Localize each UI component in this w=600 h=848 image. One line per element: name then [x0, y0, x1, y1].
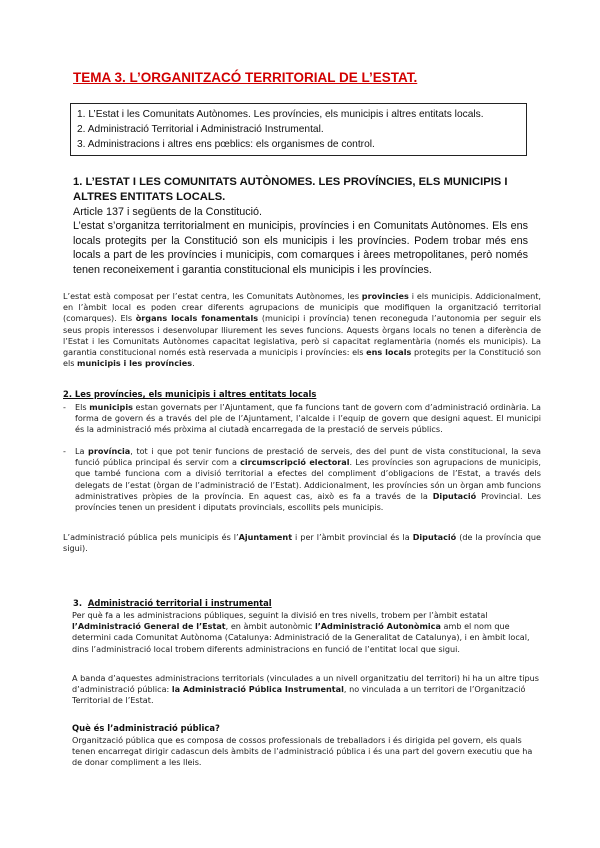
paragraph-administracio	[63, 532, 541, 554]
toc-item: 2. Administració Territorial i Administració Instrumental.	[77, 124, 324, 135]
bullet-text	[75, 446, 541, 513]
paragraph-definition: Organització pública que es composa de cossos professionals de treballadors i és dirigida pel govern, els quals tenen encarregat dirigir cadascun dels àmbits de l’administració pública i és una part del govern executiu que ha de donar compliment a les lleis.	[72, 735, 533, 768]
section-1-heading	[73, 175, 523, 205]
text-run: estan governats per l’Ajuntament, que fa funcions tant de govern com d’administració ordinària. La forma de govern és a través del ple de l’Ajuntament, l’alcalde i l’equip de govern que designi aquest. El municipi és la administració més pròxima al ciutadà encarregada de la prestació de serveis públics.	[75, 402, 541, 435]
bold-term: municipis	[89, 402, 133, 412]
bold-term: província	[88, 446, 131, 456]
paragraph-instrumental	[72, 673, 542, 707]
text-run: , en àmbit autonòmic	[225, 621, 315, 632]
table-of-contents	[70, 103, 527, 156]
section-number: 3.	[73, 598, 88, 608]
text-run: protegits per la Constitució son els	[63, 347, 541, 369]
bold-term: municipis i les províncies	[77, 358, 193, 369]
bullet-text	[75, 402, 541, 436]
bold-term: l’Administració General de l’Estat	[72, 621, 226, 632]
text-run: Per què fa a les administracions públiques, seguint la divisió en tres nivells, trobem per l’àmbit estatal	[72, 610, 488, 620]
text-run: A banda d’aquestes administracions territorials (vinculades a un nivell organitzatiu del territori) hi ha un altre tipus d’administració pública:	[72, 673, 539, 695]
text-run: amb el nom que determini cada Comunitat Autònoma (Catalunya: Administració de la Generalitat de Catalunya), i en àmbit local, dins l’administració local trobem diferents administracions en funció de l’entitat local que sigui.	[72, 621, 530, 654]
text-run: L’estat està composat per l’estat centra, les Comunitats Autònomes, les	[63, 291, 362, 301]
question-heading: Què és l’administració pública?	[72, 723, 220, 733]
section-2-heading: 2. Les províncies, els municipis i altres entitats locals	[63, 389, 317, 399]
section-3-title: Administració territorial i instrumental	[87, 598, 272, 608]
paragraph-section-3	[72, 610, 542, 655]
document-title: TEMA 3. L’ORGANITZACÓ TERRITORIAL DE L’ESTAT.	[73, 70, 418, 85]
bold-term: la Administració Pública Instrumental	[171, 684, 344, 695]
text-run: L’administració pública pels municipis és l’	[63, 532, 239, 542]
text-run: (municipi i província) tenen reconeguda l’autonomia per seguir els seus propis interessos i desenvolupar lliurement les seves funcions. Aquests òrgans locals no tenen a diferència de l’Estat i les Comunitats Autònomes capacitat legislativa, però si capacitat reglamentària (només els municipis). La garantia constitucional només està reservada a municipis i províncies: els	[63, 313, 541, 358]
section-1-heading-line: ALTRES ENTITATS LOCALS.	[73, 191, 226, 203]
bold-term: provincies	[361, 291, 409, 301]
bold-term: Diputació	[432, 490, 477, 501]
bold-term: ens locals	[366, 347, 412, 358]
text-run: i per l’àmbit provincial és la	[292, 532, 413, 542]
text-run: i els municipis. Addicionalment, en l’àmbit local es poden crear diferents agrupacions de municipis que modifiquen la organització territorial (comarques). Els	[63, 291, 541, 324]
text-run: , no vinculada a un territori de l’Organització Territorial de l’Estat.	[72, 684, 526, 706]
bold-term: l’Administració Autonòmica	[314, 621, 441, 632]
text-run: , tot i que pot tenir funcions de prestació de serveis, des del punt de vista constitucional, la seva funció pública principal és servir com a	[75, 446, 541, 468]
bullet-dash: -	[63, 446, 66, 456]
section-1-heading-line: 1. L’ESTAT I LES COMUNITATS AUTÒNOMES. LES PROVÍNCIES, ELS MUNICIPIS I	[73, 176, 508, 188]
article-reference: Article 137 i següents de la Constitució.	[73, 206, 263, 218]
bullet-municipis	[63, 402, 541, 436]
section-3-heading	[73, 598, 272, 608]
toc-item: 1. L’Estat i les Comunitats Autònomes. Les províncies, els municipis i altres entitats locals.	[77, 109, 484, 120]
text-run: . Les províncies son agrupacions de municipis, que també funciona com a divisió territorial a efectes del compliment d’obligacions de l’Estat, a través dels delegats de l’estat (òrgan de l’administració de l’Estat). Addicionalment, les províncies són un òrgan amb funcions administratives pròpies de la província. En aquest cas, això es fa a través de la	[75, 457, 541, 501]
bold-term: òrgans locals fonamentals	[135, 313, 259, 324]
bullet-provincia	[63, 446, 541, 513]
text-run: La	[75, 446, 89, 456]
text-run: Els	[75, 402, 90, 412]
bold-term: Diputació	[412, 532, 457, 542]
toc-item: 3. Administracions i altres ens pœblics: els organismes de control.	[77, 139, 375, 150]
bold-term: circumscripció electoral	[240, 457, 350, 468]
text-run: (de la província que sigui).	[63, 532, 541, 554]
bullet-dash: -	[63, 402, 66, 412]
text-run: Provincial. Les províncies tenen un president i diputats provincials, escollits pels municipis.	[75, 490, 541, 513]
section-1-paragraph: L’estat s’organitza territorialment en municipis, províncies i en Comunitats Autònomes. Els ens locals protegits per la Constitució son els municipis i les províncies. Podem trobar més ens locals a part de les províncies i municipis, com comarques i àrees metropolitanes, però només tenen reconeixement i garantia constitucional els municipis i les províncies.	[73, 220, 528, 276]
paragraph-estat	[63, 291, 541, 369]
bold-term: Ajuntament	[238, 532, 293, 542]
text-run: .	[192, 358, 195, 369]
